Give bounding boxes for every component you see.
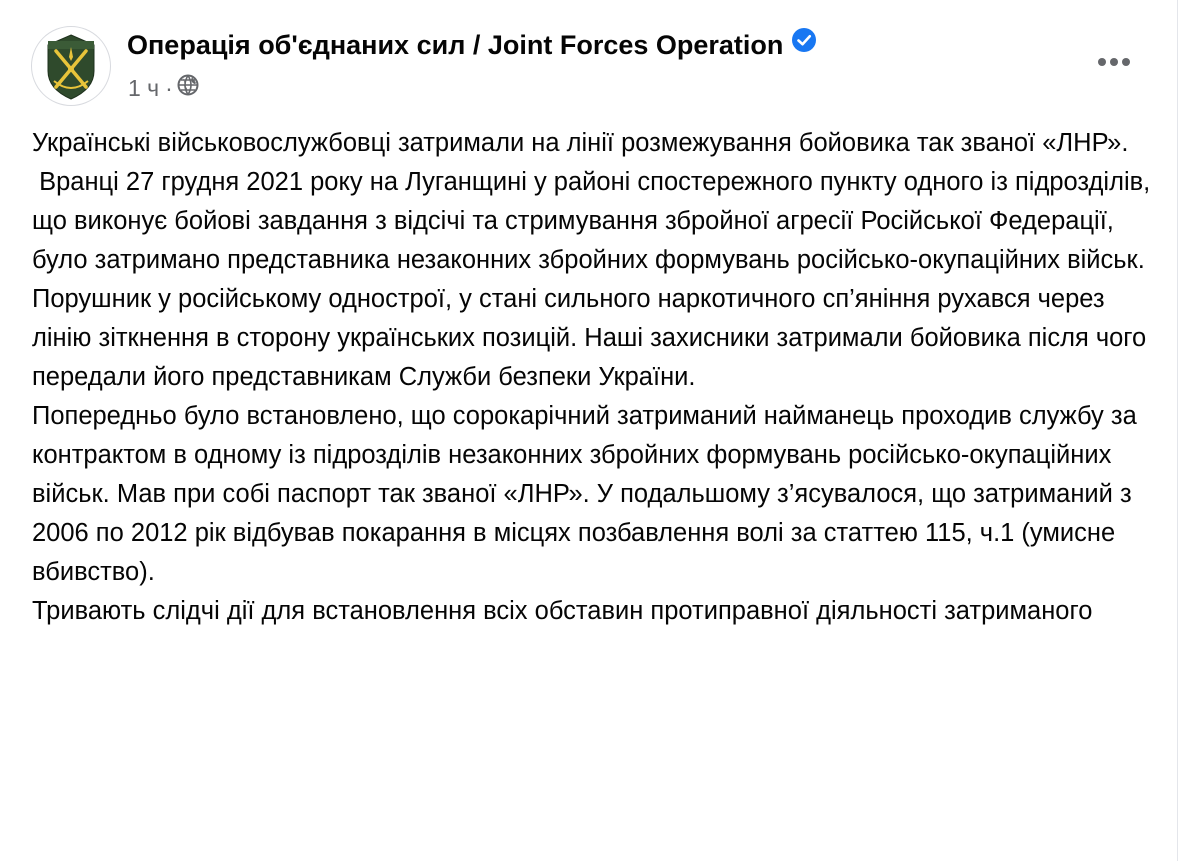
more-options-button[interactable] <box>1090 44 1138 80</box>
post-paragraph: Українські військовослужбовці затримали на лінії розмежування бойовика так званої «ЛНР». <box>32 129 1129 157</box>
page-name-text[interactable]: Операція об'єднаних сил / Joint Forces Operation <box>127 30 784 60</box>
post-text <box>32 124 1159 631</box>
more-dot-icon <box>1098 58 1106 66</box>
post-timestamp[interactable]: 1 ч <box>128 75 160 101</box>
more-dot-icon <box>1122 58 1130 66</box>
page-avatar[interactable] <box>31 26 111 106</box>
verified-badge-icon <box>791 27 817 61</box>
post-meta <box>128 74 199 102</box>
globe-icon[interactable] <box>177 74 199 102</box>
page-name[interactable] <box>127 28 817 62</box>
post-paragraph: Попередньо було встановлено, що сорокарічний затриманий найманець проходив службу за контрактом в одному із підрозділів незаконних збройних формувань російсько-окупаційних військ. Мав при собі паспорт так званої «ЛНР». У подальшому з’ясувалося, що затриманий з 2006 по 2012 рік відбував покарання в місцях позбавлення волі за статтею 115, ч.1 (умисне вбивство). <box>32 402 1144 586</box>
post-header <box>0 0 1178 120</box>
more-dot-icon <box>1110 58 1118 66</box>
post-paragraph: Вранці 27 грудня 2021 року на Луганщині у районі спостережного пункту одного із підрозділів, що виконує бойові завдання з відсічі та стримування збройної агресії Російської Федерації, було затримано представника незаконних збройних формувань російсько-окупаційних військ. Порушник у російському однострої, у стані сильного наркотичного сп’яніння рухався через лінію зіткнення в сторону українських позицій. Наші захисники затримали бойовика після чого передали його представникам Служби безпеки України. <box>32 168 1159 391</box>
post-paragraph: Тривають слідчі дії для встановлення всіх обставин протиправної діяльності затриманого <box>32 597 1093 625</box>
meta-separator: · <box>165 75 173 101</box>
joint-forces-emblem-icon <box>32 27 110 105</box>
